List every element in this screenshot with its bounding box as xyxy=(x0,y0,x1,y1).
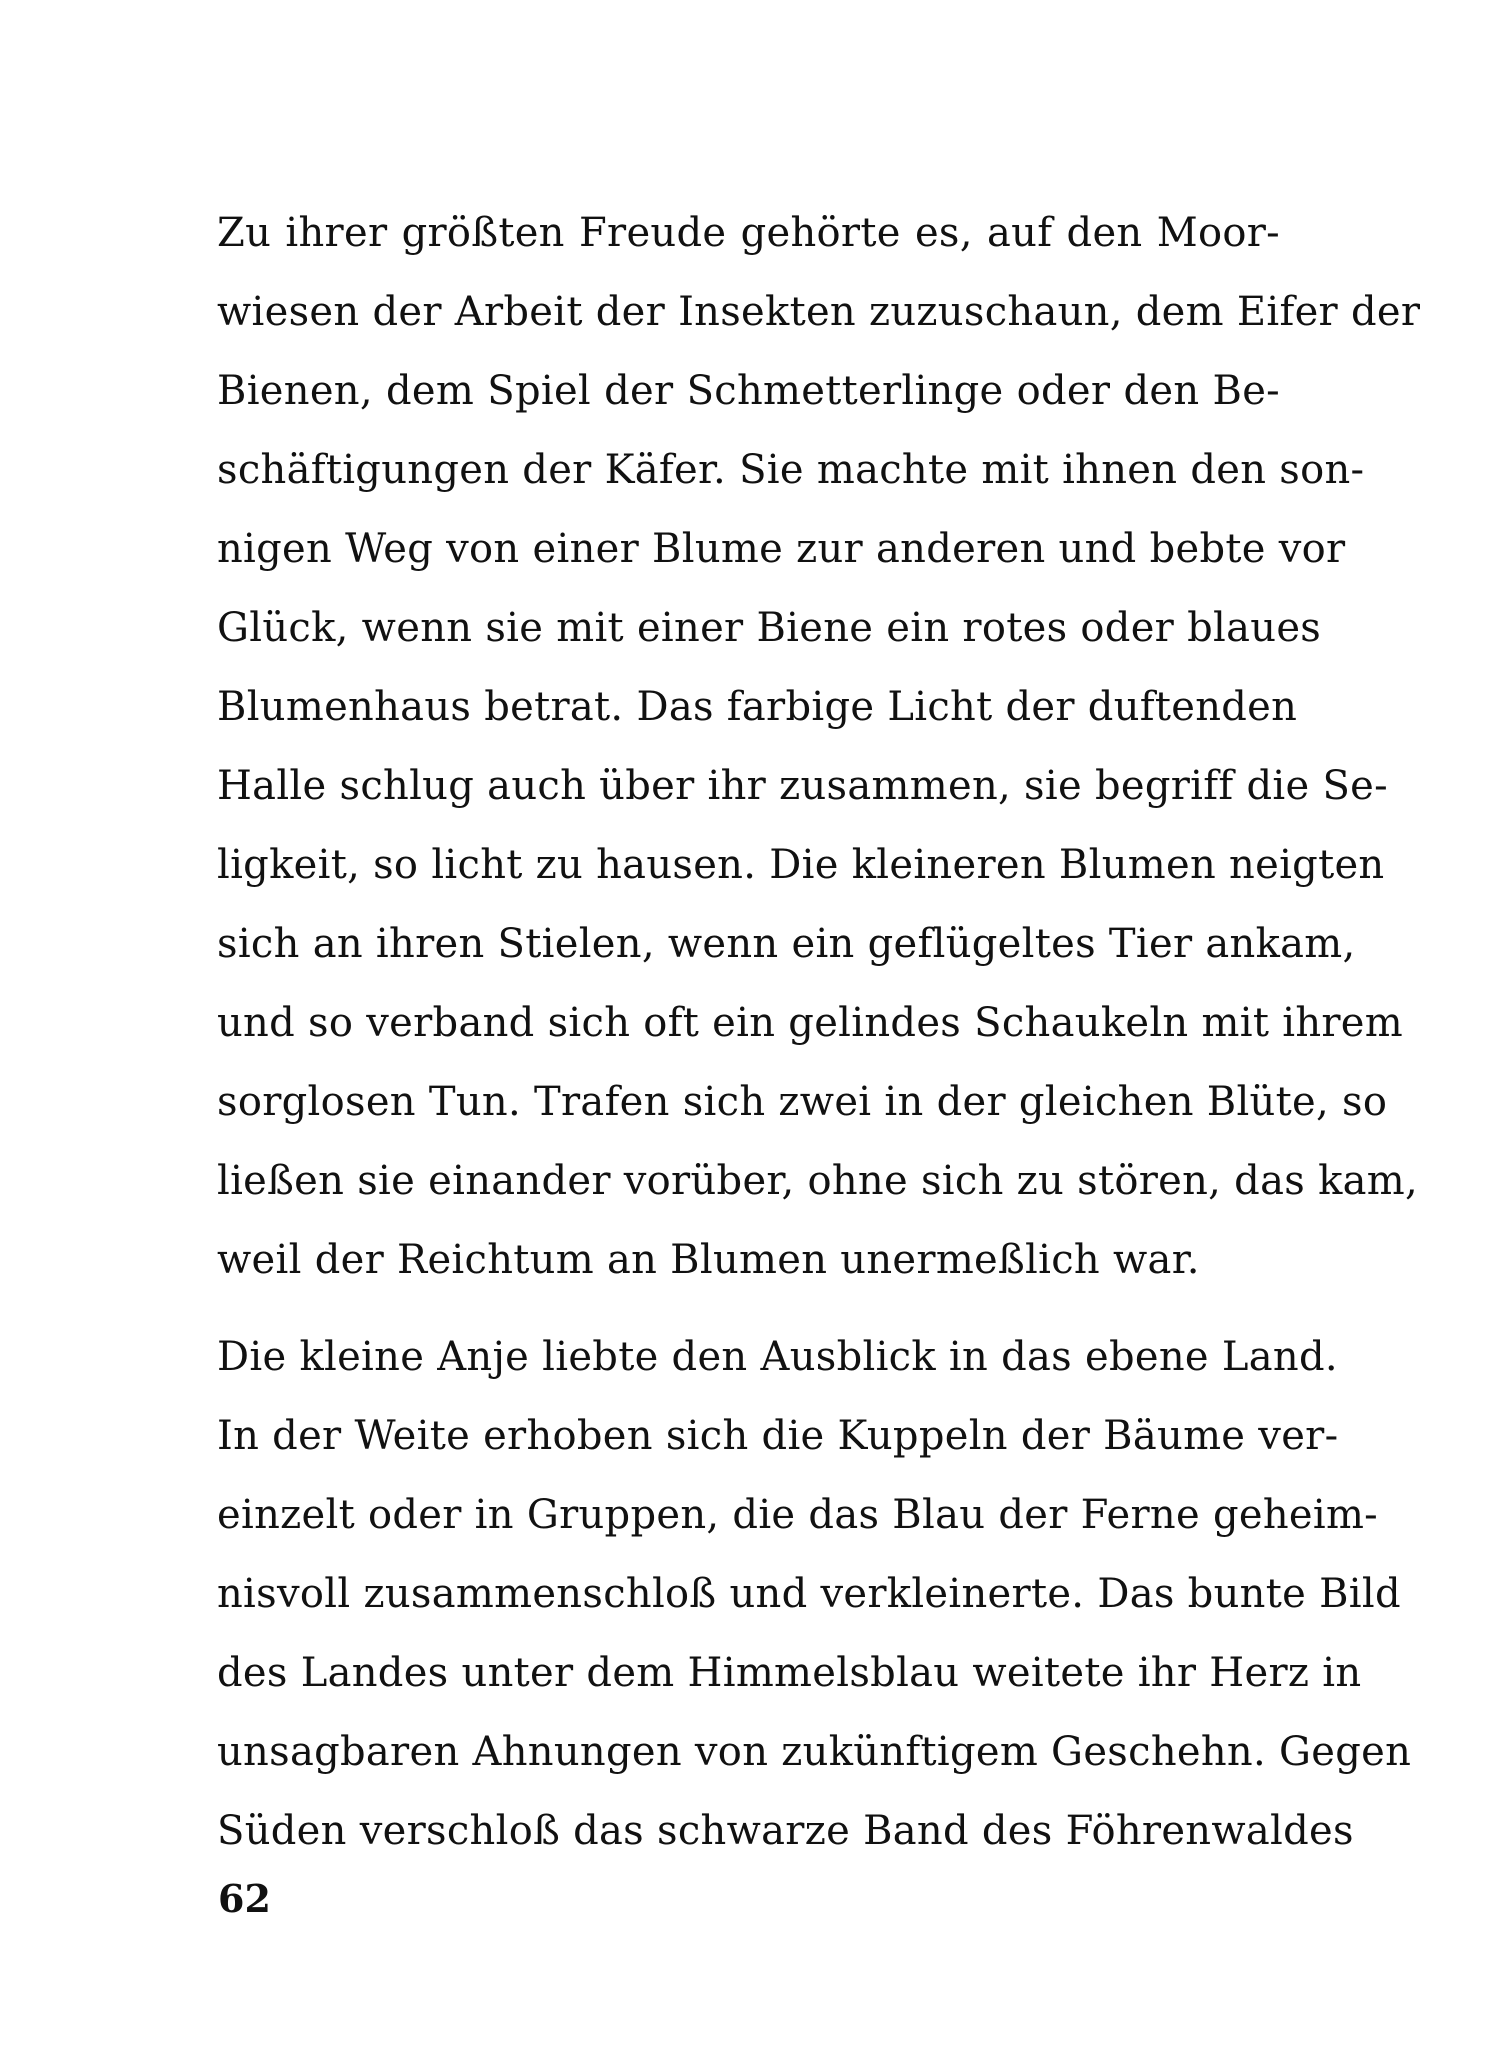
text-line: sich an ihren Stielen, wenn ein geflügeltes Tier ankam, xyxy=(217,921,1356,967)
text-line: ligkeit, so licht zu hausen. Die kleineren Blumen neigten xyxy=(217,842,1385,888)
text-line: unsagbaren Ahnungen von zukünftigem Geschehn. Gegen xyxy=(217,1729,1412,1775)
text-line: Glück, wenn sie mit einer Biene ein rotes oder blaues xyxy=(217,605,1322,651)
text-line: ließen sie einander vorüber, ohne sich zu stören, das kam, xyxy=(217,1158,1419,1204)
text-line: einzelt oder in Gruppen, die das Blau der Ferne geheim- xyxy=(217,1492,1378,1538)
text-line: In der Weite erhoben sich die Kuppeln der Bäume ver- xyxy=(217,1413,1339,1459)
text-line: Zu ihrer größten Freude gehörte es, auf den Moor- xyxy=(217,210,1280,256)
text-line: wiesen der Arbeit der Insekten zuzuschaun, dem Eifer der xyxy=(217,289,1421,335)
text-line: schäftigungen der Käfer. Sie machte mit ihnen den son- xyxy=(217,447,1365,493)
text-line: sorglosen Tun. Trafen sich zwei in der gleichen Blüte, so xyxy=(217,1079,1388,1125)
text-line: nisvoll zusammenschloß und verkleinerte. Das bunte Bild xyxy=(217,1571,1401,1617)
text-line: des Landes unter dem Himmelsblau weitete ihr Herz in xyxy=(217,1650,1362,1696)
paragraph-2 xyxy=(217,1318,1412,1871)
text-line: nigen Weg von einer Blume zur anderen und bebte vor xyxy=(217,526,1346,572)
text-line: weil der Reichtum an Blumen unermeßlich war. xyxy=(217,1237,1200,1283)
page-number: 62 xyxy=(218,1876,271,1921)
text-line: und so verband sich oft ein gelindes Schaukeln mit ihrem xyxy=(217,1000,1403,1046)
text-line: Süden verschloß das schwarze Band des Föhrenwaldes xyxy=(217,1808,1354,1854)
text-line: Bienen, dem Spiel der Schmetterlinge oder den Be- xyxy=(217,368,1280,414)
paragraph-1 xyxy=(217,194,1421,1300)
text-line: Blumenhaus betrat. Das farbige Licht der duftenden xyxy=(217,684,1298,730)
text-line: Die kleine Anje liebte den Ausblick in das ebene Land. xyxy=(217,1334,1338,1380)
text-line: Halle schlug auch über ihr zusammen, sie begriff die Se- xyxy=(217,763,1388,809)
